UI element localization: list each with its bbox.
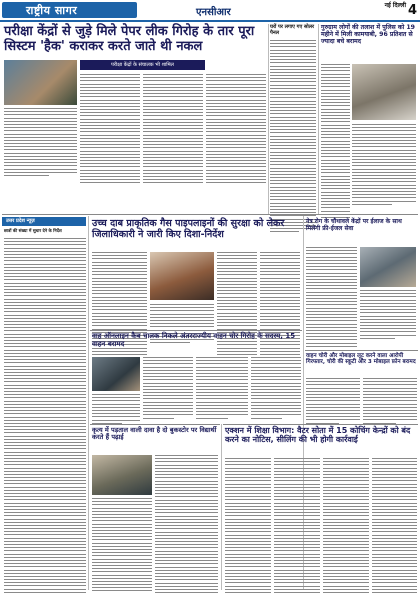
bottom-left-photo xyxy=(92,455,152,495)
right-lower-body-1 xyxy=(306,378,360,426)
right-lower-body-2 xyxy=(363,378,417,426)
bottom-divider xyxy=(221,424,222,590)
bottom-left-body-2 xyxy=(155,455,218,594)
bottom-right-body-3 xyxy=(323,458,369,594)
center-lower-photo xyxy=(92,357,140,391)
section-separator xyxy=(2,214,418,215)
bottom-right-body-4 xyxy=(372,458,417,594)
left-col-headline: छात्रों की संख्या में सुधार देने के निर्देश xyxy=(4,228,62,233)
center-lower-body-1 xyxy=(92,394,140,426)
lead-body-col-2 xyxy=(80,74,140,186)
right-lower-headline: वाहन चोरी और मोबाइल लूट करने वाला आरोपी गिरफ्तार, चोरी की स्कूटी और 3 मोबाइल फ़ोन बरामद xyxy=(306,353,416,366)
mid-column-headline: घरों पर लगाए गए सोलर पैनल xyxy=(270,24,315,36)
bottom-right-rule xyxy=(223,424,418,425)
masthead xyxy=(0,0,420,22)
center-photo xyxy=(150,252,214,300)
right-mid-headline: नेत्र रोग के चौथावले केंद्रों पर ईलाज के साथ मिलेगी फ्री-ईजल सेवा xyxy=(306,218,402,232)
center-lower-rule xyxy=(90,330,302,331)
lead-body-col-4 xyxy=(206,74,266,186)
right-mid-photo xyxy=(360,247,416,287)
lead-kicker: परीक्षा केंद्रों के संचालक भी शामिल xyxy=(80,60,205,70)
column-divider-right xyxy=(318,24,319,214)
city-label: नई दिल्ली xyxy=(384,2,406,9)
center-headline: उच्च दाब प्राकृतिक गैस पाइपलाइनों की सुरक्षा को लेकर जिलाधिकारी ने जारी किए दिशा-निर्देश xyxy=(92,218,285,240)
lead-headline: परीक्षा केंद्रों से जुड़े मिले पेपर लीक गिरोह के तार पूरा सिस्टम 'हैक' कराकर करते जाते थी नकल xyxy=(4,24,255,54)
section-banner xyxy=(2,2,137,18)
bottom-left-rule xyxy=(90,424,220,425)
lead-body-col-1 xyxy=(4,108,77,178)
center-lower-body-2 xyxy=(143,357,193,421)
lead-body-col-3 xyxy=(143,74,203,186)
page-number: 4 xyxy=(408,3,418,18)
column-divider xyxy=(268,24,269,214)
mid-column-body xyxy=(270,40,316,234)
bottom-right-body-2 xyxy=(274,458,320,594)
right-top-headline: गुरुग्राम लोगों की तलाश में पुलिस को 19 महीने में मिली कामयाबी, 96 प्रतिशत से ज्यादा बचे बरामद xyxy=(321,24,415,45)
bottom-right-headline: एक्शन में शिक्षा विभाग: वैटर सोता में 15 कोचिंग केन्द्रों को बंद करने का नोटिस, सीलिंग की भी होगी कार्रवाई xyxy=(225,426,411,444)
edition-label: एनसीआर xyxy=(196,7,231,18)
right-top-body-2 xyxy=(352,124,416,207)
section-title: राष्ट्रीय सागर xyxy=(26,4,78,17)
date-line xyxy=(300,3,406,8)
bottom-right-body-1 xyxy=(225,458,271,594)
right-mid-body-2 xyxy=(360,290,416,341)
center-lower-body-3 xyxy=(196,357,248,421)
right-mid-body-1 xyxy=(306,247,357,349)
right-top-photo xyxy=(352,64,416,120)
center-lower-body-4 xyxy=(251,357,301,421)
bottom-left-headline: कृत्य में पड़ताल वाली दावा है दो बुकस्टोर पर विद्यार्थी करते हैं पढ़ाई xyxy=(92,426,217,442)
center-lower-headline: वाह ऑनलाइन कैब चालक निकले अंतरराज्यीय वाहन चोर गिरोह के सदस्य, 15 वाहन बरामद xyxy=(92,332,296,348)
news-strip-label: उत्तर प्रदेश न्यूज़ xyxy=(2,217,86,226)
masthead-rule xyxy=(0,20,420,22)
left-strip-divider xyxy=(88,216,89,590)
right-lower-rule xyxy=(305,350,418,351)
bottom-left-body-1 xyxy=(92,498,152,594)
right-top-body-1 xyxy=(321,64,350,220)
left-col-body xyxy=(4,238,86,594)
lead-photo xyxy=(4,60,77,105)
